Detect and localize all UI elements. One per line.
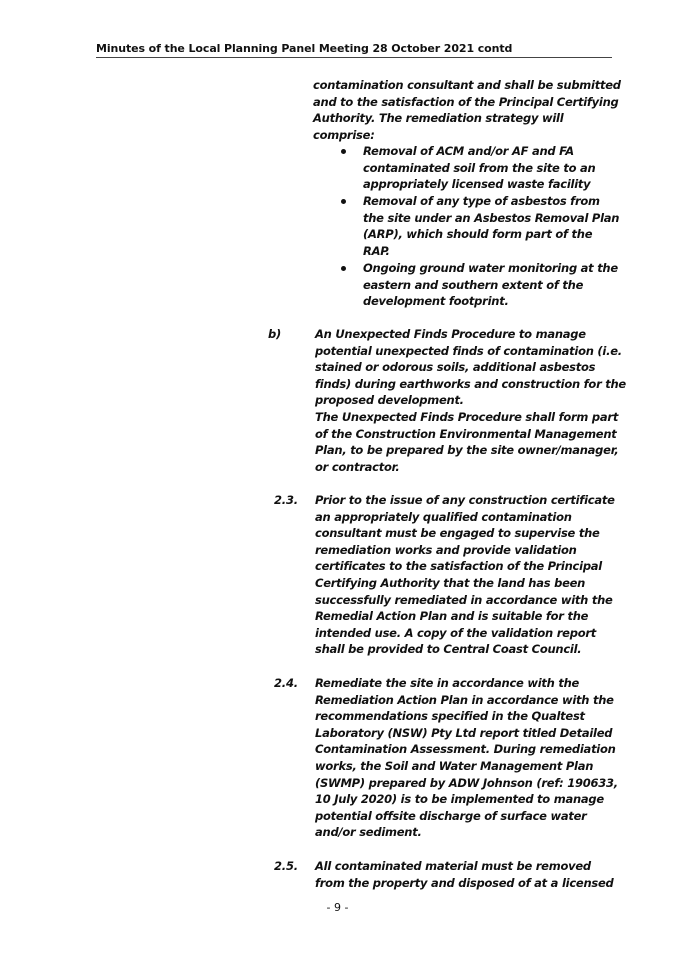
intro-paragraph — [313, 77, 621, 143]
text-line: an appropriately qualified contamination — [315, 509, 572, 524]
text-line: Laboratory (NSW) Pty Ltd report titled Detailed — [315, 725, 613, 740]
text-line: consultant must be engaged to supervise the — [315, 526, 600, 541]
text-line: RAP. — [363, 243, 390, 258]
text-line: of the Construction Environmental Management — [315, 426, 617, 441]
text-line: eastern and southern extent of the — [363, 277, 584, 292]
text-line: Remediation Action Plan in accordance with the — [315, 692, 614, 707]
text-line: finds) during earthworks and construction for the — [315, 376, 626, 391]
text-line: development footprint. — [363, 294, 509, 309]
text-line: remediation works and provide validation — [315, 542, 577, 557]
text-line: 10 July 2020) is to be implemented to manage — [315, 792, 604, 807]
text-line: Removal of any type of asbestos from — [363, 194, 600, 208]
text-line: from the property and disposed of at a licensed — [315, 875, 614, 890]
text-line: Authority. The remediation strategy will — [313, 111, 564, 126]
page-header: Minutes of the Local Planning Panel Meeting 28 October 2021 contd — [96, 42, 513, 55]
clause-paragraph — [315, 675, 618, 841]
text-line: and to the satisfaction of the Principal Certifying — [313, 94, 619, 109]
text-line: Removal of ACM and/or AF and FA — [363, 144, 574, 158]
text-line: potential unexpected finds of contamination (i.e. — [315, 343, 622, 358]
text-line: contamination consultant and shall be submitted — [313, 78, 621, 92]
text-line: or contractor. — [315, 459, 400, 474]
text-line: certificates to the satisfaction of the Principal — [315, 559, 602, 574]
text-line: Plan, to be prepared by the site owner/manager, — [315, 443, 619, 458]
text-line: Contamination Assessment. During remediation — [315, 742, 616, 757]
clause-paragraph — [315, 858, 614, 891]
bullet-item — [363, 193, 619, 259]
text-line: intended use. A copy of the validation report — [315, 625, 597, 640]
text-line: Certifying Authority that the land has been — [315, 575, 586, 590]
text-line: comprise: — [313, 127, 375, 142]
text-line: potential offsite discharge of surface water — [315, 808, 587, 823]
text-line: appropriately licensed waste facility — [363, 177, 591, 192]
text-line: works, the Soil and Water Management Plan — [315, 758, 594, 773]
bullet-icon — [341, 199, 346, 204]
clause-number: 2.3. — [274, 493, 298, 507]
clause-number: 2.5. — [274, 859, 298, 873]
text-line: (SWMP) prepared by ADW Johnson (ref: 190633, — [315, 775, 618, 790]
text-line: (ARP), which should form part of the — [363, 227, 593, 242]
text-line: Remedial Action Plan and is suitable for the — [315, 609, 589, 624]
text-line: contaminated soil from the site to an — [363, 160, 596, 175]
text-line: proposed development. — [315, 393, 464, 408]
clause-paragraph — [315, 492, 615, 658]
text-line: Ongoing ground water monitoring at the — [363, 261, 618, 275]
bullet-item — [363, 260, 618, 310]
text-line: and/or sediment. — [315, 825, 422, 840]
item-marker: b) — [268, 327, 282, 341]
text-line: shall be provided to Central Coast Council. — [315, 642, 582, 657]
text-line: Remediate the site in accordance with the — [315, 676, 580, 690]
bullet-item — [363, 143, 595, 193]
page-number: - 9 - — [326, 901, 349, 914]
bullet-icon — [341, 149, 346, 154]
text-line: the site under an Asbestos Removal Plan — [363, 210, 620, 225]
item-b-paragraph — [315, 326, 626, 475]
text-line: An Unexpected Finds Procedure to manage — [315, 327, 586, 341]
text-line: recommendations specified in the Qualtest — [315, 709, 585, 724]
clause-number: 2.4. — [274, 676, 298, 690]
text-line: The Unexpected Finds Procedure shall form part — [315, 409, 619, 424]
text-line: stained or odorous soils, additional asbestos — [315, 360, 596, 375]
text-line: Prior to the issue of any construction certificate — [315, 493, 615, 507]
header-divider — [96, 57, 612, 58]
bullet-icon — [341, 266, 346, 271]
text-line: successfully remediated in accordance with the — [315, 592, 613, 607]
text-line: All contaminated material must be removed — [315, 859, 591, 873]
